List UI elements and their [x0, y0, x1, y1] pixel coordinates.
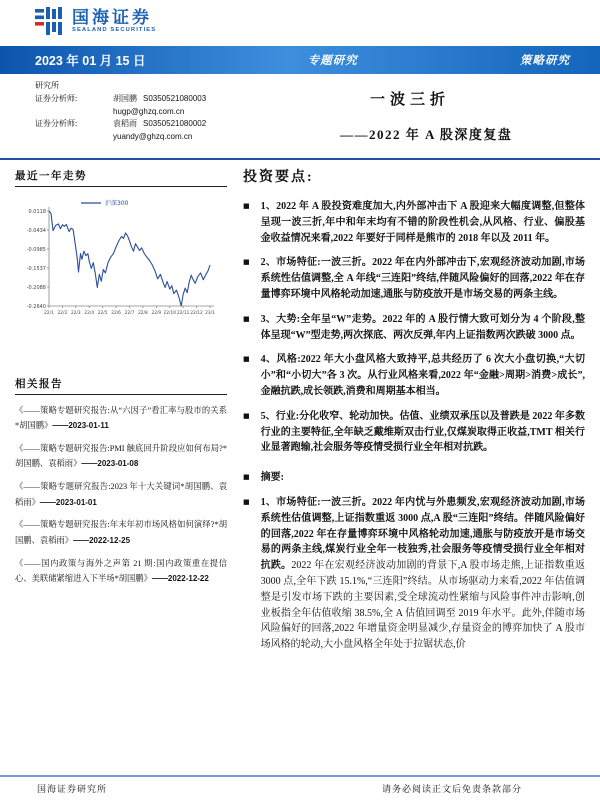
- analyst-label: 证券分析师:: [35, 119, 78, 129]
- analyst-cert: S0350521080002: [143, 119, 207, 129]
- bullet-square-icon: ■: [243, 314, 250, 323]
- summary-text-rest: 2022 年在宏观经济波动加剧的背景下,A 股市场走熊,上证指数重返 3000 点,全年下跌 15.1%,“三连阳”终结。从市场驱动力来看,2022 年估值调整是引发市场下跌的主要因素,受全球流动性紧缩与风险事件冲击影响,创业板指全年估值收缩 38.5%,全 A 估值回调至 2019 年水平。此外,伴随市场风险偏好的回落,2022 年增量资金明显减少,存量资金的博弈加快了 A 股市场风格的轮动,大小盘风格全年处于拉锯状态,价: [260, 560, 586, 651]
- x-tick-label: 22/8: [138, 311, 148, 316]
- y-tick-label: 0.0118: [28, 208, 46, 215]
- report-title-block: [340, 88, 595, 143]
- summary-heading-row: [243, 470, 585, 486]
- summary-text-bold: 1、市场特征:一波三折。2022 年内忧与外患频发,宏观经济波动加剧,市场系统性估值调整,上证指数重返 3000 点,A 股“三连阳”终结。伴随风险偏好的回落,2022 年在存量博弈环境中风格轮动加速,通胀与防疫放开是市场交易的两条主线,煤炭行业全年一枝独秀,社会服务等疫情受损行业全年相对抗跌。: [260, 496, 585, 572]
- x-tick-label: 22/3: [71, 311, 81, 316]
- analyst-block: [35, 80, 325, 144]
- bullet-square-icon: ■: [243, 411, 250, 420]
- csi300-series-line: [49, 211, 210, 306]
- x-tick-label: 22/11: [176, 311, 190, 316]
- key-point: [243, 312, 585, 344]
- footer-institute: 国海证券研究所: [37, 784, 108, 794]
- report-text: 《——策略专题研究报告:2023 年十大关键词*胡国鹏、袁稻雨》: [15, 482, 227, 507]
- footer-disclaimer: 请务必阅读正文后免责条款部分: [381, 784, 522, 794]
- brand-name-cn: 国海证券: [72, 7, 152, 27]
- logo-red-bar: [35, 22, 44, 26]
- footer: [0, 782, 600, 795]
- report-date: ——2023-01-08: [81, 459, 139, 469]
- key-point: [243, 409, 585, 456]
- key-point: [243, 352, 585, 399]
- header-band: [0, 46, 600, 74]
- bullet-square-icon: ■: [243, 473, 250, 482]
- related-report-item[interactable]: [15, 479, 227, 510]
- report-date: 2023 年 01 月 15 日: [35, 54, 146, 68]
- analyst-email[interactable]: yuandy@ghzq.com.cn: [113, 132, 193, 142]
- related-report-item[interactable]: [15, 403, 227, 434]
- key-point-text: 4、风格:2022 年大小盘风格大致持平,总共经历了 6 次大小盘切换,“大切小”和“小切大”各 3 次。从行业风格来看,2022 年“金融>周期>消费>成长”,金融抗跌,成长领跌,消费和周期基本相当。: [260, 354, 585, 397]
- brand-name: [72, 9, 156, 34]
- logo-blue-bars: [35, 7, 62, 35]
- x-tick-label: 22/9: [151, 311, 162, 316]
- key-point-text: 3、大势:全年呈“W”走势。2022 年的 A 股行情大致可划分为 4 个阶段,整体呈现“W”型走势,两次探底、两次反弹,年内上证指数两次跌破 3000 点。: [260, 313, 585, 341]
- related-report-item[interactable]: [15, 556, 227, 587]
- bullet-square-icon: ■: [243, 258, 250, 267]
- bullet-square-icon: ■: [243, 497, 250, 506]
- report-date: ——2022-12-25: [73, 535, 131, 545]
- key-point-text: 5、行业:分化收窄、轮动加快。估值、业绩双承压以及普跌是 2022 年多数行业的主要特征,全年缺乏戴维斯双击行业,仅煤炭取得正收益,TMT 相关行业显著跑输,社会服务等疫情受损行业全年相对抗跌。: [260, 410, 585, 454]
- key-point-text: 2、市场特征:一波三折。2022 年在内外部冲击下,宏观经济波动加剧,市场系统性估值调整,全 A 年线“三连阳”终结,伴随风险偏好的回落,2022 年在存量博弈环境中风格轮动加速,通胀与防疫放开是市场交易的两条主线。: [260, 257, 585, 300]
- legend-label: 沪深300: [105, 200, 129, 208]
- report-text: 《——策略专题研究报告:年末年初市场风格如何演绎?*胡国鹏、袁稻雨》: [15, 520, 227, 545]
- analyst-label: 证券分析师:: [35, 93, 78, 103]
- header-divider: [0, 158, 600, 160]
- report-text: 《——国内政策与海外之声第 21 期:国内政策重在提信心、美联储紧缩进入下半场*胡国鹏》: [15, 558, 227, 583]
- y-tick-label: -0.0434: [26, 227, 46, 234]
- related-report-item[interactable]: [15, 517, 227, 548]
- x-tick-label: 22/5: [97, 311, 108, 316]
- chart-title: 最近一年走势: [15, 168, 227, 187]
- sealand-logo-icon: [34, 6, 64, 36]
- analyst-row: [35, 93, 325, 106]
- y-tick-label: -0.2640: [26, 303, 46, 310]
- trend-chart: [15, 195, 220, 320]
- x-tick-label: 22/2: [57, 311, 68, 316]
- main-content: [243, 166, 585, 662]
- report-date: ——2022-12-22: [151, 573, 209, 583]
- key-point-text: 1、2022 年 A 股投资难度加大,内外部冲击下 A 股迎来大幅度调整,但整体呈现一波三折,年中和年末均有不错的阶段性机会,从风格、行业、偏股基金收益情况来看,2022 年要好于同样是熊市的 2018 年以及 2011 年。: [260, 201, 585, 244]
- x-tick-label: 22/1: [44, 311, 54, 316]
- y-tick-label: -0.1537: [26, 265, 46, 272]
- analyst-name: 胡国鹏: [113, 93, 137, 103]
- analyst-name: 袁稻雨: [113, 119, 137, 129]
- summary-heading: 摘要:: [260, 472, 284, 484]
- footer-divider: [0, 775, 600, 777]
- summary-text: [261, 495, 585, 653]
- x-tick-label: 22/10: [163, 311, 176, 316]
- brand-name-en: SEALAND SECURITIES: [72, 27, 157, 34]
- report-date: ——2023-01-01: [39, 497, 97, 507]
- y-tick-label: -0.2088: [26, 284, 46, 291]
- x-tick-label: 22/6: [111, 311, 121, 316]
- analyst-email[interactable]: hugp@ghzq.com.cn: [113, 106, 185, 116]
- bullet-square-icon: ■: [243, 355, 250, 364]
- key-point: [243, 199, 585, 246]
- report-subtitle: ——2022 年 A 股深度复盘: [340, 127, 513, 142]
- report-section: 策略研究: [520, 55, 570, 67]
- related-reports-title: 相关报告: [15, 376, 227, 395]
- sidebar: [15, 168, 227, 594]
- report-text: 《——策略专题研究报告:从“六因子”看汇率与股市的关系*胡国鹏》: [15, 406, 227, 431]
- report-text: 《——策略专题研究报告:PMI 触底回升阶段应如何布局?*胡国鹏、袁稻雨》: [15, 444, 227, 469]
- x-tick-label: 23/1: [205, 311, 215, 316]
- brand-header: [34, 6, 156, 36]
- report-date: ——2023-01-11: [52, 421, 109, 431]
- x-tick-label: 22/4: [84, 311, 95, 316]
- y-tick-label: -0.0985: [26, 246, 46, 253]
- summary-point: [243, 495, 585, 653]
- key-point: [243, 255, 585, 302]
- x-tick-label: 22/7: [124, 311, 135, 316]
- section-heading: 投资要点:: [243, 170, 314, 185]
- related-report-item[interactable]: [15, 441, 227, 472]
- bullet-square-icon: ■: [243, 202, 250, 210]
- institute-label: 研究所: [35, 81, 59, 90]
- analyst-row: [35, 118, 325, 131]
- analyst-cert: S0350521080003: [143, 93, 207, 103]
- report-title: 一波三折: [370, 92, 451, 108]
- report-category: 专题研究: [307, 55, 358, 67]
- x-tick-label: 22/12: [190, 311, 203, 316]
